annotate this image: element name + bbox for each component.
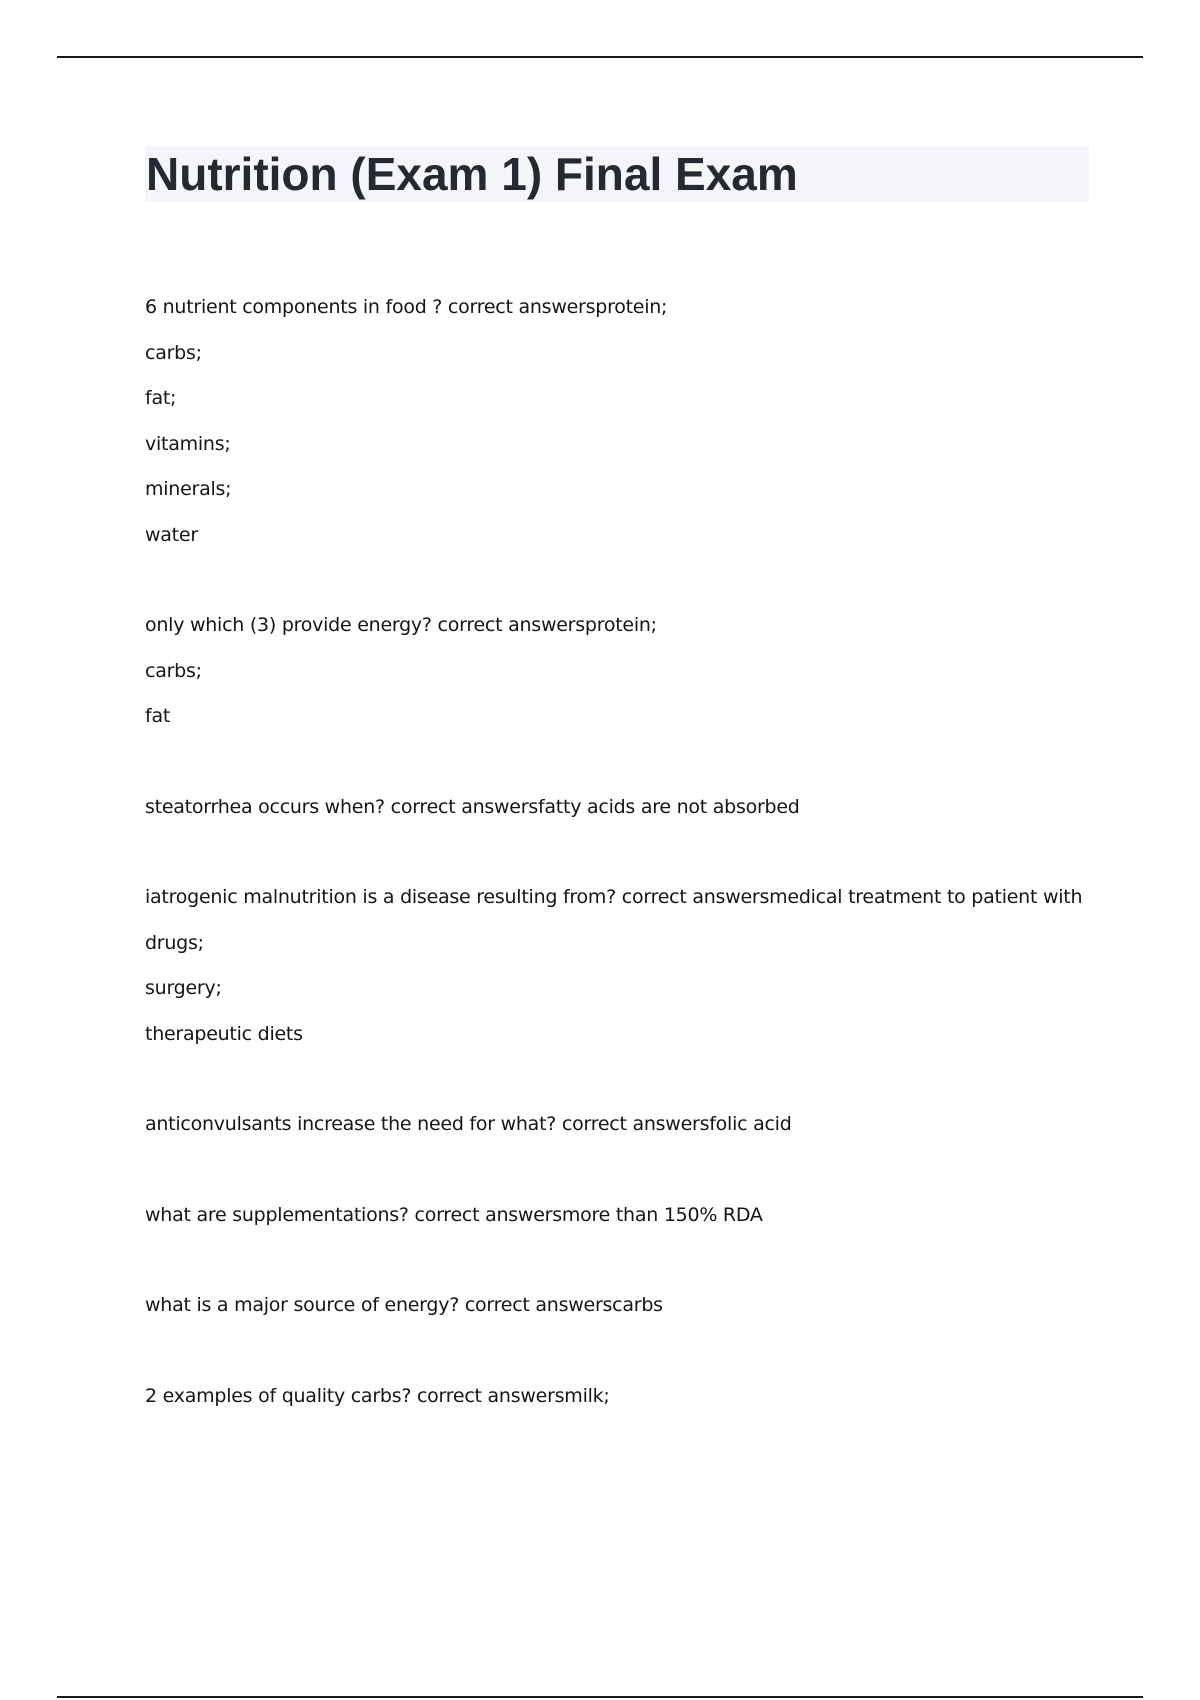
qa-item [145,785,1095,831]
qa-answer-line: therapeutic diets [145,1022,303,1045]
qa-question-line: anticonvulsants increase the need for what? correct answersfolic acid [145,1113,792,1135]
qa-item [145,1193,1095,1239]
qa-item [145,1374,1095,1420]
qa-question-line: only which (3) provide energy? correct answersprotein; [145,614,657,636]
qa-item [145,603,1095,740]
qa-list [145,285,1095,1464]
qa-question-line: steatorrhea occurs when? correct answersfatty acids are not absorbed [145,795,800,818]
qa-answer-line: surgery; [145,977,222,999]
top-rule [57,56,1143,58]
qa-answer-line: fat; [145,387,177,409]
qa-answer-line: drugs; [145,931,204,954]
bottom-rule [57,1696,1143,1698]
qa-item [145,1283,1095,1329]
qa-item [145,1102,1095,1148]
qa-question-line: what are supplementations? correct answersmore than 150% RDA [145,1203,763,1226]
qa-question-line: iatrogenic malnutrition is a disease resulting from? correct answersmedical treatment to patient with [145,886,1083,908]
qa-question-line: what is a major source of energy? correct answerscarbs [145,1294,663,1316]
qa-answer-line: water [145,523,198,546]
qa-answer-line: carbs; [145,341,202,364]
qa-answer-line: vitamins; [145,432,231,455]
qa-question-line: 6 nutrient components in food ? correct answersprotein; [145,296,668,318]
page-title: Nutrition (Exam 1) Final Exam [146,148,798,200]
qa-answer-line: minerals; [145,478,232,500]
qa-answer-line: fat [145,705,171,727]
qa-item [145,875,1095,1057]
qa-answer-line: carbs; [145,659,202,682]
qa-question-line: 2 examples of quality carbs? correct answersmilk; [145,1384,610,1407]
qa-item [145,285,1095,558]
